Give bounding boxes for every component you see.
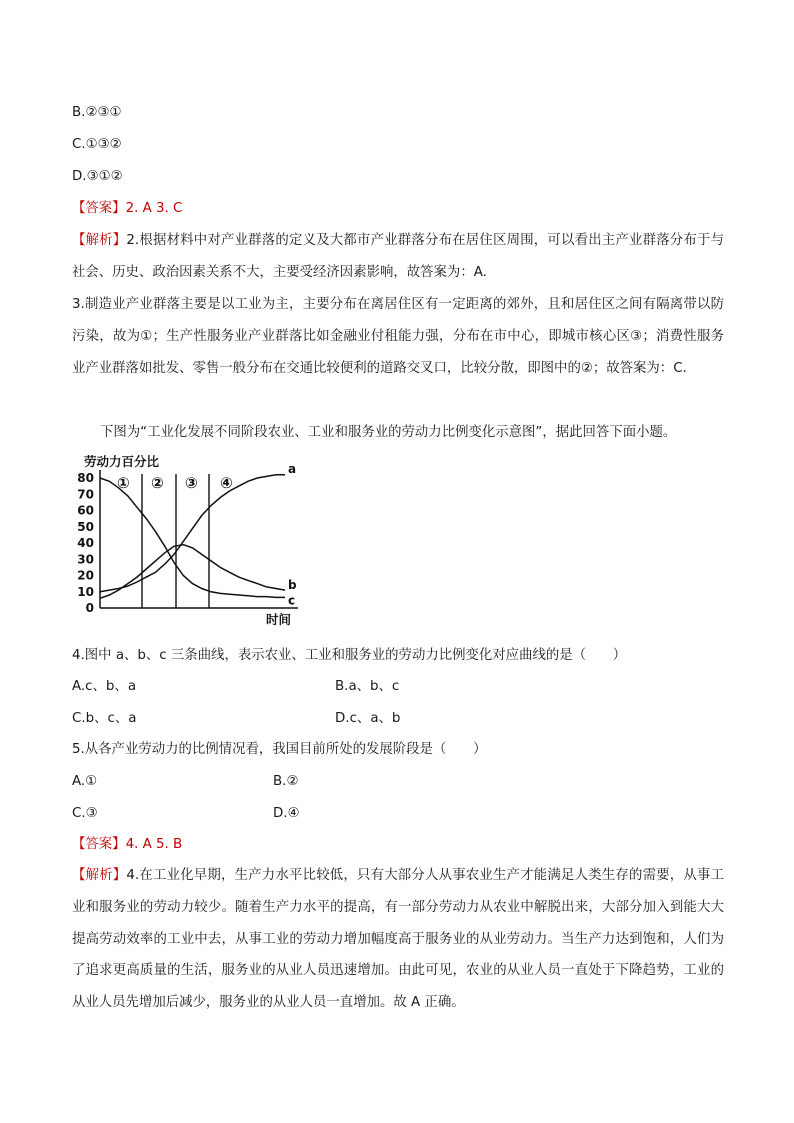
q5-stem: 5.从各产业劳动力的比例情况看，我国目前所处的发展阶段是（ ） bbox=[72, 742, 487, 757]
answer2-text: 4. A 5. B bbox=[125, 837, 183, 852]
answer2-label: 【答案】 bbox=[72, 837, 126, 852]
option-c-prev: C.①③② bbox=[72, 137, 122, 152]
y-tick-label: 10 bbox=[77, 584, 94, 599]
y-tick-label: 60 bbox=[77, 503, 94, 518]
y-tick-label: 70 bbox=[77, 487, 94, 502]
q5-option-b: B.② bbox=[273, 774, 299, 789]
option-d-prev: D.③①② bbox=[72, 169, 123, 184]
answer-line-1 bbox=[72, 199, 182, 219]
analysis-2 bbox=[72, 289, 724, 384]
q4-option-a: A.c、b、a bbox=[72, 679, 137, 694]
curve-label-c: c bbox=[288, 593, 296, 608]
curve-b bbox=[100, 545, 285, 599]
q4-stem: 4.图中 a、b、c 三条曲线，表示农业、工业和服务业的劳动力比例变化对应曲线的是（ ） bbox=[72, 648, 627, 663]
analysis-p1: 2.根据材料中对产业群落的定义及大都市产业群落分布在居住区周围，可以看出主产业群落分布于与社会、历史、政治因素关系不大，主要受经济因素影响，故答案为：A. bbox=[72, 233, 724, 280]
labor-chart bbox=[70, 452, 302, 632]
curve-c bbox=[100, 478, 285, 597]
y-tick-label: 40 bbox=[77, 536, 94, 550]
y-tick-label: 0 bbox=[85, 601, 94, 615]
stage-2-label: ② bbox=[151, 474, 164, 492]
answer-text: 2. A 3. C bbox=[125, 201, 183, 216]
q4-option-d: D.c、a、b bbox=[335, 711, 401, 726]
q5-option-d: D.④ bbox=[273, 806, 300, 821]
analysis-p2: 3.制造业产业群落主要是以工业为主，主要分布在离居住区有一定距离的郊外，且和居住区之间有隔离带以防污染，故为①；生产性服务业产业群落比如金融业付租能力强，分布在市中心，即城市核心区③；消费性服务业产业群落如批发、零售一般分布在交通比较便利的道路交叉口，比较分散，即图中的②；故答案为：C. bbox=[72, 297, 724, 376]
chart-xlabel: 时间 bbox=[266, 612, 292, 627]
y-tick-label: 30 bbox=[77, 552, 94, 567]
curve-label-a: a bbox=[288, 461, 297, 476]
y-tick-label: 80 bbox=[77, 471, 94, 485]
stage-4-label: ④ bbox=[220, 474, 233, 492]
option-b-prev: B.②③① bbox=[72, 105, 122, 120]
chart-ylabel: 劳动力百分比 bbox=[84, 454, 160, 469]
q5-option-c: C.③ bbox=[72, 806, 98, 821]
curve-a bbox=[100, 475, 285, 592]
answer-label: 【答案】 bbox=[72, 201, 126, 216]
analysis-3 bbox=[72, 860, 724, 1019]
stage-1-label: ① bbox=[117, 474, 130, 492]
y-tick-label: 50 bbox=[77, 519, 94, 534]
analysis2-label: 【解析】 bbox=[72, 868, 127, 883]
curve-label-b: b bbox=[288, 578, 297, 593]
q5-option-a: A.① bbox=[72, 774, 98, 789]
q4-option-b: B.a、b、c bbox=[335, 679, 400, 694]
figure-intro: 下图为“工业化发展不同阶段农业、工业和服务业的劳动力比例变化示意图”，据此回答下面小题。 bbox=[100, 425, 677, 440]
stage-3-label: ③ bbox=[185, 474, 198, 492]
analysis2-p1: 4.在工业化早期，生产力水平比较低，只有大部分人从事农业生产才能满足人类生存的需要，从事工业和服务业的劳动力较少。随着生产力水平的提高，有一部分劳动力从农业中解脱出来，大部分加入到能大大提高劳动效率的工业中去，从事工业的劳动力增加幅度高于服务业的从业劳动力。当生产力达到饱和，人们为了追求更高质量的生活，服务业的从业人员迅速增加。由此可见，农业的从业人员一直处于下降趋势，工业的从业人员先增加后减少，服务业的从业人员一直增加。故 A 正确。 bbox=[72, 868, 724, 1011]
answer-line-2 bbox=[72, 835, 182, 855]
analysis-label: 【解析】 bbox=[72, 233, 127, 248]
q4-option-c: C.b、c、a bbox=[72, 711, 137, 726]
analysis-1 bbox=[72, 225, 724, 289]
y-tick-label: 20 bbox=[77, 568, 94, 583]
